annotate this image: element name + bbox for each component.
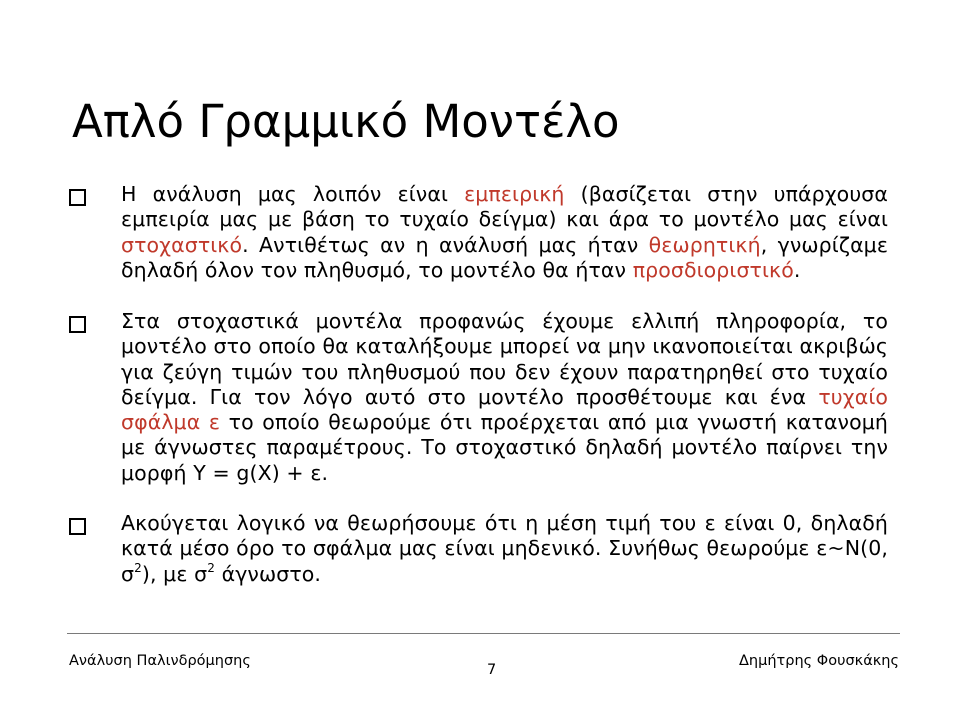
highlighted-term: προσδιοριστικό — [632, 257, 794, 282]
text-run: Η ανάλυση μας λοιπόν είναι — [121, 182, 465, 206]
text-run: άγνωστο. — [214, 561, 322, 586]
page-number: 7 — [487, 662, 497, 678]
highlighted-term: θεωρητική — [648, 232, 761, 257]
hollow-square-bullet-icon — [69, 189, 86, 206]
hollow-square-bullet-icon — [69, 518, 86, 535]
footer-divider — [67, 633, 900, 634]
bullet-text — [121, 511, 888, 587]
bullet-text — [121, 182, 888, 283]
highlighted-term: τυχαίο σφάλμα ε — [121, 384, 888, 435]
text-run: , γνωρίζαμε δηλαδή όλον τον πληθυσμό, το μοντέλο θα ήταν — [121, 232, 889, 282]
text-run: Στα στοχαστικά μοντέλα προφανώς έχουμε ελλιπή πληροφορία, το μοντέλο στο οποίο θα καταλήξουμε μπορεί να μην ικανοποιείται ακριβώς για ζεύγη τιμών του πληθυσμού που δεν έχουν παρατηρηθεί στο τυχαίο δείγμα. Για τον λόγο αυτό στο μοντέλο προσθέτουμε και ένα — [121, 309, 888, 409]
text-run: . — [793, 257, 801, 282]
footer-course-title: Ανάλυση Παλινδρόμησης — [69, 653, 251, 669]
text-run: ), με σ — [141, 561, 208, 586]
superscript-exponent: 2 — [134, 560, 142, 575]
bullet-text — [121, 309, 888, 486]
hollow-square-bullet-icon — [69, 316, 86, 333]
text-run: το οποίο θεωρούμε ότι προέρχεται από μια γνωστή κατανομή με άγνωστες παραμέτρους. Το στοχαστικό δηλαδή μοντέλο παίρνει την μορφή Y = g(X) + ε. — [121, 410, 888, 485]
text-run: (βασίζεται στην υπάρχουσα εμπειρία μας με βάση το τυχαίο δείγμα) και άρα το μοντέλο μας είναι — [121, 182, 888, 232]
highlighted-term: στοχαστικό — [121, 232, 243, 257]
text-run: . Αντιθέτως αν η ανάλυσή μας ήταν — [242, 232, 649, 257]
superscript-exponent: 2 — [207, 560, 215, 575]
footer-author: Δημήτρης Φουσκάκης — [739, 653, 899, 669]
text-run: Ακούγεται λογικό να θεωρήσουμε ότι η μέση τιμή του ε είναι 0, δηλαδή κατά μέσο όρο το σφάλμα μας είναι μηδενικό. Συνήθως θεωρούμε ε~N(0, σ — [121, 511, 888, 586]
slide-title: Απλό Γραμμικό Μοντέλο — [72, 95, 620, 148]
highlighted-term: εμπειρική — [464, 182, 565, 206]
